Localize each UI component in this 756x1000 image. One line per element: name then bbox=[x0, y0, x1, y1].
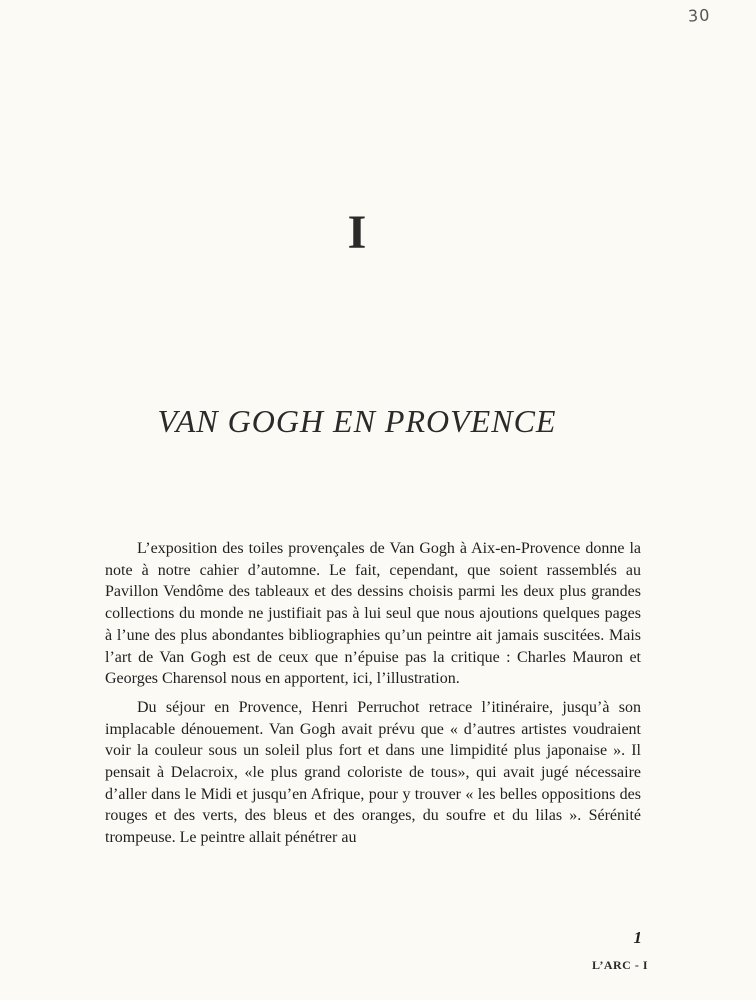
handwritten-page-note: 30 bbox=[687, 5, 711, 26]
running-footer: L’ARC - I bbox=[591, 958, 648, 972]
page-number: 1 bbox=[633, 928, 642, 947]
paragraph: L’exposition des toiles provençales de Van Gogh à Aix-en-Provence donne la note à notre cahier d’automne. Le fait, cependant, que soient rassemblés au Pavillon Vendôme des tableaux et des dessins choisis parmi les deux plus grandes collections du monde ne justifiait pas à lui seul que nous ajoutions quelques pages à l’une des plus abondantes bibliographies qu’un peintre ait jamais suscitées. Mais l’art de Van Gogh est de ceux que n’épuise pas la critique : Charles Mauron et Georges Charensol nous en apportent, ici, l’illustration. bbox=[105, 540, 641, 688]
chapter-title: VAN GOGH EN PROVENCE bbox=[157, 403, 557, 439]
chapter-number: I bbox=[347, 206, 367, 259]
paragraph: Du séjour en Provence, Henri Perruchot retrace l’itinéraire, jusqu’à son implacable dénouement. Van Gogh avait prévu que « d’autres artistes voudraient voir la couleur sous un soleil plus fort et dans une limpidité plus japonaise ». Il pensait à Delacroix, «le plus grand coloriste de tous», qui avait jugé nécessaire d’aller dans le Midi et jusqu’en Afrique, pour y trouver « les belles oppositions des rouges et des verts, des bleus et des oranges, du soufre et du lilas ». Sérénité trompeuse. Le peintre allait pénétrer au bbox=[105, 698, 641, 847]
body-text bbox=[105, 538, 641, 849]
